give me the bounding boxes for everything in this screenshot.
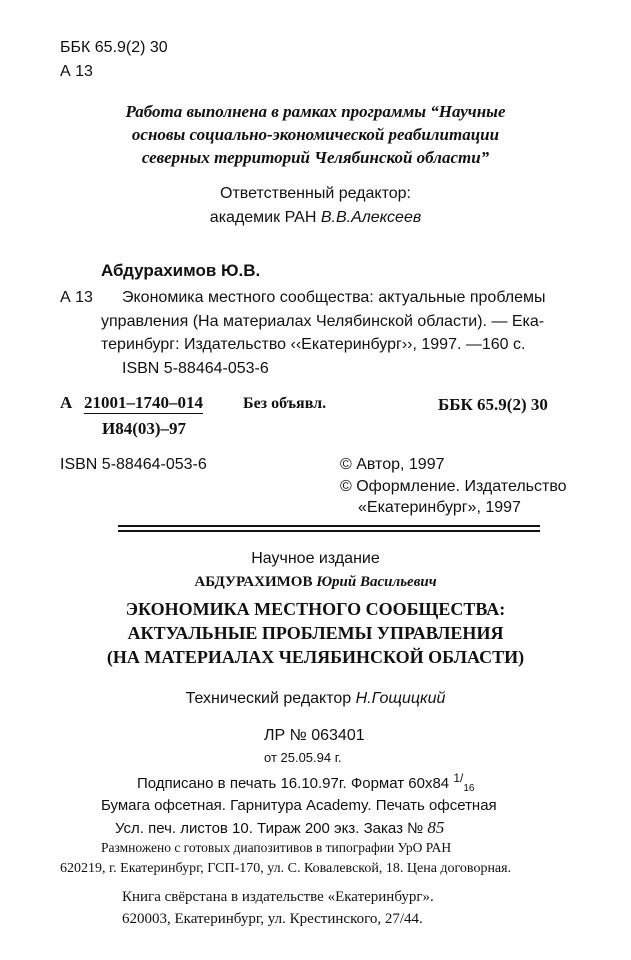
index-code: И84(03)–97 [102, 419, 187, 438]
editor-label: Ответственный редактор: [220, 185, 411, 202]
copyright-design-2: «Екатеринбург», 1997 [358, 499, 521, 516]
copyright-author: © Автор, 1997 [340, 456, 445, 473]
catalog-line-1: Экономика местного сообщества: актуальные проблемы [122, 289, 546, 306]
print-line-7: 620003, Екатеринбург, ул. Крестинского, 27/44. [122, 911, 423, 927]
catalog-code: А 13 [60, 289, 93, 306]
index-letter: А [60, 393, 73, 412]
tech-editor [0, 691, 631, 707]
catalog-isbn: ISBN 5-88464-053-6 [122, 360, 269, 377]
print-line-1 [137, 771, 475, 794]
index-bbk: ББК 65.9(2) 30 [438, 395, 548, 414]
print-line-2: Бумага офсетная. Гарнитура Academy. Печать офсетная [101, 797, 497, 814]
bbk-code-top: ББК 65.9(2) 30 [60, 39, 168, 56]
divider-top [118, 525, 540, 527]
book-title-line-3: (НА МАТЕРИАЛАХ ЧЕЛЯБИНСКОЙ ОБЛАСТИ) [106, 647, 525, 667]
license-number: ЛР № 063401 [264, 727, 365, 744]
format-fraction: 1/ [453, 771, 464, 785]
editor-title: академик РАН [209, 209, 317, 226]
catalog-code-top: А 13 [60, 63, 93, 80]
print-line-4: Размножено с готовых диапозитивов в типографии УрО РАН [101, 840, 452, 855]
index-number-text: 21001–1740–014 [84, 393, 203, 412]
imprint-author [0, 575, 631, 590]
catalog-author: Абдурахимов Ю.В. [101, 261, 261, 280]
book-title-line-2: АКТУАЛЬНЫЕ ПРОБЛЕМЫ УПРАВЛЕНИЯ [127, 623, 504, 643]
editor-line [0, 210, 631, 226]
catalog-line-3: теринбург: Издательство ‹‹Екатеринбург››, 1997. —160 с. [101, 336, 526, 353]
print-line-5: 620219, г. Екатеринбург, ГСП-170, ул. С. Ковалевской, 18. Цена договорная. [60, 861, 512, 876]
index-number [84, 394, 203, 411]
tech-editor-name: Н.Гощицкий [355, 690, 446, 707]
editor-name: В.В.Алексеев [320, 209, 422, 226]
tech-editor-label: Технический редактор [185, 690, 352, 707]
program-line-3: северных территорий Челябинской области” [141, 148, 490, 167]
program-line-2: основы социально-экономической реабилитации [131, 125, 500, 144]
book-title-line-1: ЭКОНОМИКА МЕСТНОГО СООБЩЕСТВА: [125, 599, 506, 619]
print-signed: Подписано в печать 16.10.97г. Формат 60х84 [137, 775, 450, 792]
catalog-line-2: управления (На материалах Челябинской области). — Ека- [101, 313, 545, 330]
print-line-3 [115, 819, 444, 836]
imprint-author-surname: АБДУРАХИМОВ [194, 574, 313, 590]
imprint-author-given: Юрий Васильевич [316, 574, 437, 590]
no-ads-note: Без объявл. [243, 395, 327, 412]
program-line-1: Работа выполнена в рамках программы “Научные [125, 102, 506, 121]
print-line-6: Книга свёрстана в издательстве «Екатеринбург». [122, 889, 434, 905]
copyright-design-1: © Оформление. Издательство [340, 478, 567, 495]
order-number: 85 [427, 818, 445, 837]
license-date: от 25.05.94 г. [264, 750, 342, 765]
edition-type: Научное издание [251, 550, 380, 567]
rights-isbn: ISBN 5-88464-053-6 [60, 456, 207, 473]
divider-bottom [118, 530, 540, 532]
print-circulation: Усл. печ. листов 10. Тираж 200 экз. Заказ № [115, 820, 424, 837]
format-denominator: 16 [463, 783, 475, 794]
